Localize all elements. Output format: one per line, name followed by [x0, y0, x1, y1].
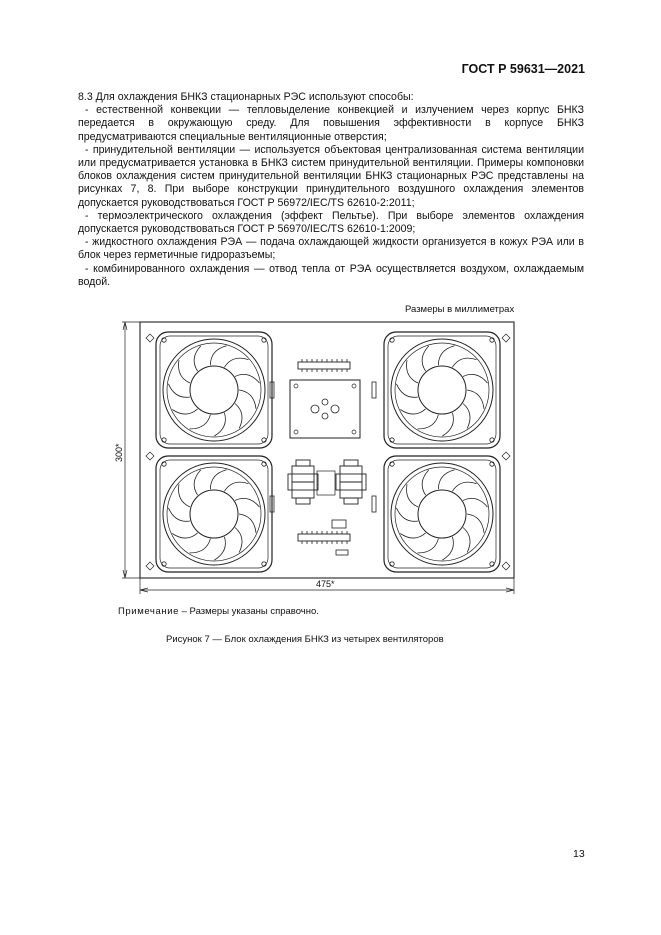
fan-blade — [463, 528, 470, 553]
page-number: 13 — [573, 848, 585, 860]
fan-blade — [438, 346, 454, 366]
terminal-strip-top — [298, 359, 350, 372]
fan-blade — [214, 413, 225, 436]
fan-blade — [239, 514, 256, 533]
fan-blade — [172, 533, 197, 538]
transformer-right — [336, 460, 366, 504]
fan-blade — [214, 537, 225, 560]
note-label: Примечание — [118, 606, 179, 617]
paragraph-intro: 8.3 Для охлаждения БНКЗ стационарных РЭС используют способы: — [78, 91, 414, 103]
fan-blade — [396, 508, 418, 521]
fan-blade — [224, 358, 248, 367]
fan-blade — [396, 384, 418, 397]
fan-blade — [190, 539, 211, 553]
figure-caption: Рисунок 7 — Блок охлаждения БНКЗ из четырех вентиляторов — [166, 634, 444, 645]
cooling-unit-drawing — [110, 316, 530, 598]
fan-blade — [422, 470, 429, 495]
fan-blade — [168, 384, 190, 397]
fan-blade — [210, 470, 226, 490]
dimension-width-label: 475* — [316, 579, 335, 589]
fan-blade — [239, 390, 256, 409]
fan-blade — [452, 358, 476, 367]
fan-blade — [467, 514, 484, 533]
control-board — [290, 380, 360, 438]
fan-blade — [407, 484, 418, 507]
terminal-strip-bottom — [298, 520, 350, 555]
paragraph-combined-cooling: - комбинированного охлаждения — отвод тепла от РЭА осуществляется воздухом, охлаждаемым водой. — [78, 262, 584, 288]
fan-blade — [179, 484, 190, 507]
document-header: ГОСТ Р 59631—2021 — [461, 62, 585, 76]
fan-blade — [463, 374, 488, 383]
units-label: Размеры в миллиметрах — [405, 304, 515, 315]
paragraph-natural-convection: - естественной конвекции — тепловыделение конвекцией и излучением через корпус БНКЗ передается в окружающую среду. Для повышения эффективности в корпусе БНКЗ предусматриваются специальные вентиляционные отверстия; — [78, 104, 584, 143]
body-text — [78, 91, 584, 289]
fan-blade — [438, 470, 454, 490]
paragraph-forced-ventilation: - принудительной вентиляции — используется объектовая централизованная система вентиляции или предусматривается установка в БНКЗ систем принудительной вентиляции. Примеры компоновки блоков охлаждения систем принудительной вентиляции БНКЗ стационарных РЭС представлены на рисунках 7, 8. При выборе конструкции принудительного воздушного охлаждения элементов допускается руководствоваться ГОСТ Р 56972/IEC/TS 62610-2:2011; — [78, 143, 584, 209]
fan-bottom-left — [156, 456, 272, 572]
paragraph-liquid-cooling: - жидкостного охлаждения РЭА — подача охлаждающей жидкости организуется в кожух РЭА или в блок через герметичные гидроразъемы; — [78, 236, 584, 262]
fan-blade — [463, 498, 488, 507]
fan-blade — [400, 533, 425, 538]
fan-top-right — [384, 332, 500, 448]
paragraph-thermoelectric: - термоэлектрического охлаждения (эффект Пельтье). При выборе элементов охлаждения допускается руководствоваться ГОСТ Р 56970/IEC/TS 62610-1:2009; — [78, 209, 584, 236]
fan-blade — [224, 482, 248, 491]
fan-blade — [452, 482, 476, 491]
fan-blade — [418, 539, 439, 553]
note-text: – Размеры указаны справочно. — [179, 606, 319, 617]
fan-bottom-right — [384, 456, 500, 572]
transformer-left — [288, 460, 318, 504]
fan-blade — [235, 528, 242, 553]
figure-note — [118, 606, 319, 617]
fan-blade — [235, 498, 260, 507]
fan-blade — [407, 360, 418, 383]
fan-blade — [235, 404, 242, 429]
fan-blade — [210, 346, 226, 366]
fan-blade — [179, 360, 190, 383]
fan-blade — [422, 346, 429, 371]
fan-blade — [463, 404, 470, 429]
fan-blade — [442, 413, 453, 436]
dimension-height-label: 300* — [114, 443, 124, 462]
fan-blade — [194, 346, 201, 371]
fan-blade — [172, 409, 197, 414]
dimension-height — [122, 322, 140, 578]
fan-blade — [235, 374, 260, 383]
fan-blade — [467, 390, 484, 409]
fan-top-left — [156, 332, 272, 448]
fan-blade — [442, 537, 453, 560]
fan-blade — [418, 415, 439, 429]
fan-blade — [168, 508, 190, 521]
fan-blade — [400, 409, 425, 414]
fan-blade — [194, 470, 201, 495]
fan-blade — [190, 415, 211, 429]
figure-cooling-unit — [110, 316, 530, 603]
